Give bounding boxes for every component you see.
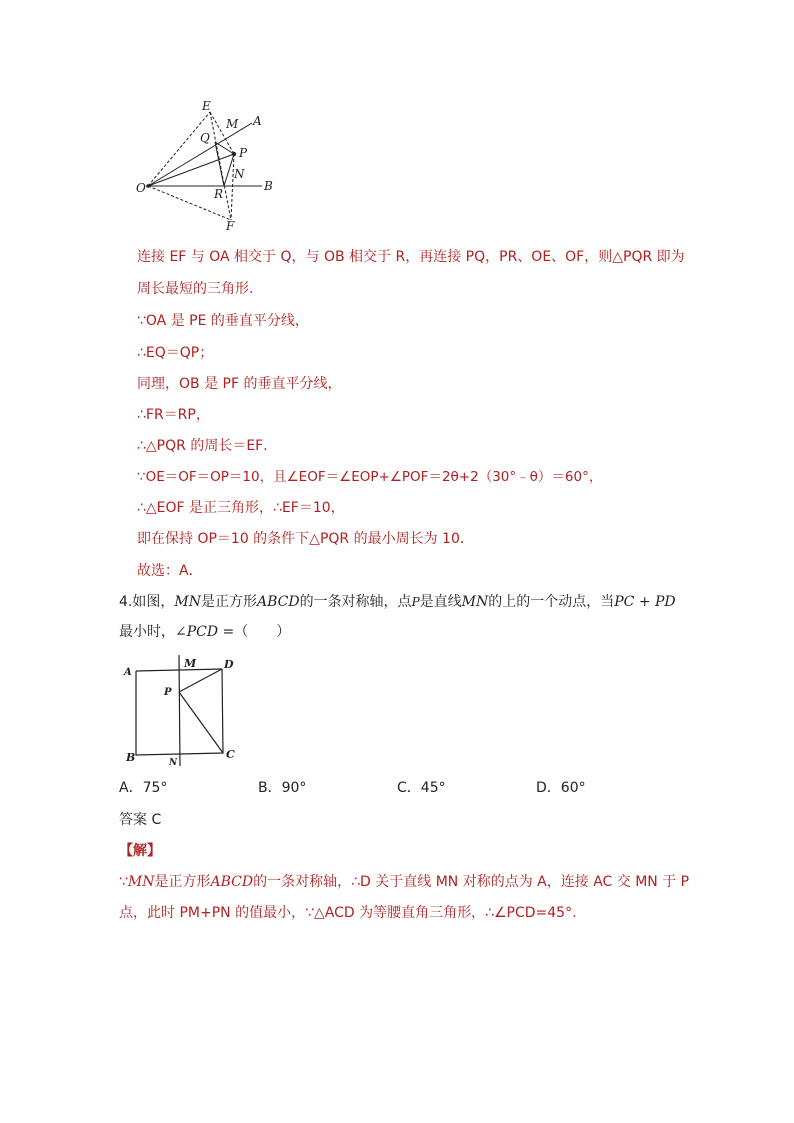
label-B: B (264, 179, 273, 193)
label-D: D (224, 658, 234, 671)
question4-line1: 4.如图，MN是正方形ABCD的一条对称轴，点P是直线MN的上的一个动点，当PC + PD (119, 594, 676, 610)
solution3-line2: 周长最短的三角形． (137, 281, 263, 297)
figure-square-axis (118, 652, 248, 770)
answer: 答案 C (119, 812, 162, 828)
solution3-line3: ∵OA 是 PE 的垂直平分线， (137, 313, 309, 329)
label-F: F (226, 219, 235, 233)
option-d[interactable]: D．60° (536, 780, 586, 796)
solution3-line5: 同理，OB 是 PF 的垂直平分线， (137, 376, 342, 392)
solution4-line2: 点，此时 PM+PN 的值最小，∵△ACD 为等腰直角三角形，∴∠PCD=45°. (119, 905, 577, 921)
solution3-line9: ∴△EOF 是正三角形，∴EF＝10， (137, 500, 345, 516)
solution3-line6: ∴FR＝RP， (137, 407, 210, 423)
solution3-line7: ∴△PQR 的周长＝EF． (137, 438, 278, 454)
label-O: O (136, 181, 146, 195)
solution3-line4: ∴EQ＝QP； (137, 345, 214, 361)
label-Q: Q (200, 131, 210, 145)
label-N: N (169, 758, 178, 768)
label-R: R (214, 187, 224, 201)
options-row (0, 778, 794, 798)
label-B: B (126, 751, 136, 764)
solution3-line1: 连接 EF 与 OA 相交于 Q，与 OB 相交于 R，再连接 PQ，PR、OE、OF，则△PQR 即为 (137, 249, 685, 265)
option-c[interactable]: C．45° (397, 780, 446, 796)
solution3-line8: ∵OE＝OF＝OP＝10，且∠EOF＝∠EOP+∠POF＝2θ+2（30°﹣θ）＝60°， (137, 469, 603, 485)
label-N: N (234, 167, 245, 181)
solution3-line11: 故选：A． (137, 563, 203, 579)
question4-line2: 最小时，∠PCD =（ ） (119, 624, 291, 640)
label-E: E (202, 99, 211, 113)
solution4-line1: ∵MN是正方形ABCD的一条对称轴，∴D 关于直线 MN 对称的点为 A，连接 AC 交 MN 于 P (119, 874, 690, 890)
label-C: C (226, 748, 235, 761)
label-M: M (184, 657, 197, 670)
option-b[interactable]: B．90° (258, 780, 307, 796)
label-P: P (239, 146, 248, 160)
explain-header: 【解】 (119, 843, 161, 859)
label-A: A (124, 667, 132, 678)
solution3-line10: 即在保持 OP＝10 的条件下△PQR 的最小周长为 10． (137, 531, 474, 547)
label-P: P (164, 687, 172, 698)
figure-angle-reflection (130, 96, 290, 236)
label-M: M (226, 117, 239, 131)
label-A: A (253, 114, 262, 128)
option-a[interactable]: A．75° (119, 780, 168, 796)
